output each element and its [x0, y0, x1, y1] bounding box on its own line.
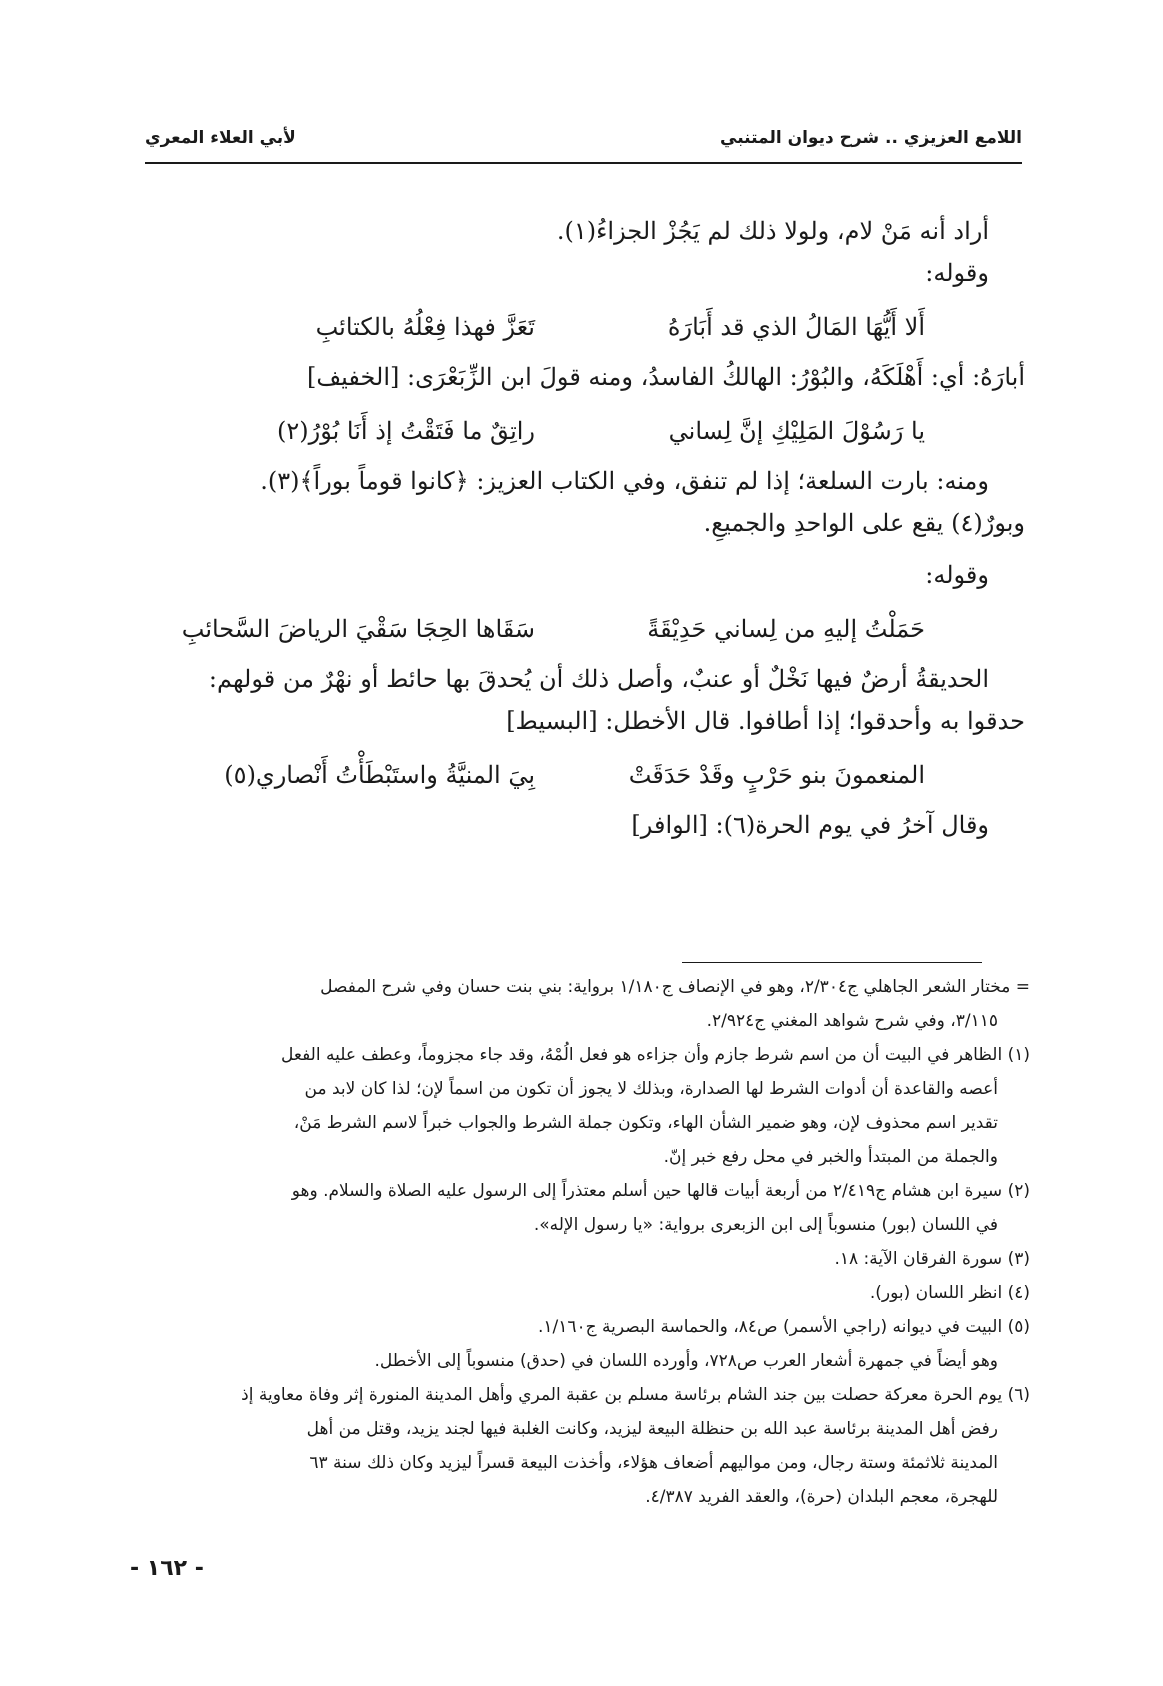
main-text [130, 210, 1025, 846]
verse-first-hemistich: أَلا أَيُّهَا المَالُ الذي قد أَبَارَهُ [667, 313, 925, 341]
footnote-line: (٦) يوم الحرة معركة حصلت بين جند الشام برئاسة مسلم بن عقبة المري وأهل المدينة المنورة إثر وفاة معاوية إذ [241, 1385, 1030, 1405]
verse-line [130, 746, 1025, 800]
footnote-line: (١) الظاهر في البيت أن من اسم شرط جازم وأن جزاءه هو فعل الُمْهُ، وقد جاء مجزوماً، وعطف عليه الفعل [281, 1045, 1030, 1065]
paragraph: أراد أنه مَنْ لام، ولولا ذلك لم يَجُزْ الجزاءُ(١). [556, 217, 989, 245]
verse-line [130, 600, 1025, 654]
footnote-line: المدينة ثلاثمئة وستة رجال، ومن مواليهم أضعاف هؤلاء، وأخذت البيعة قسراً ليزيد وكان ذلك سنة ٦٣ [309, 1453, 998, 1473]
page-number: - ١٦٢ - [130, 1556, 204, 1581]
running-header [145, 122, 1022, 156]
footnote-line: (٤) انظر اللسان (بور). [869, 1283, 1030, 1303]
paragraph: أبارَهُ: أي: أَهْلَكَهُ، والبُوْرُ: الهالكُ الفاسدُ، ومنه قولَ ابن الزِّبَعْرَى: [الخفيف] [306, 363, 1025, 391]
verse-first-hemistich: حَمَلْتُ إليهِ من لِساني حَدِيْقَةً [647, 615, 925, 643]
paragraph: وقوله: [925, 561, 989, 589]
author-name: لأبي العلاء المعري [145, 128, 296, 148]
verse-second-hemistich: راتِقٌ ما فَتَقْتُ إذ أَنَا بُوْرُ(٢) [277, 417, 535, 445]
paragraph: ومنه: بارت السلعة؛ إذا لم تنفق، وفي الكتاب العزيز: ﴿كانوا قوماً بوراً﴾(٣). [260, 467, 989, 495]
footnote-line: في اللسان (بور) منسوباً إلى ابن الزبعرى برواية: «يا رسول الإله». [533, 1215, 998, 1235]
verse-second-hemistich: بِيَ المنيَّةُ واستَبْطَأْتُ أَنْصاري(٥) [224, 761, 535, 789]
paragraph: الحديقةُ أرضٌ فيها نَخْلٌ أو عنبٌ، وأصل ذلك أن يُحدقَ بها حائط أو نهْرٌ من قولهم: [208, 665, 989, 693]
verse-second-hemistich: تَعَزَّ فهذا فِعْلُهُ بالكتائبِ [315, 313, 535, 341]
verse-first-hemistich: المنعمونَ بنو حَرْبٍ وقَدْ حَدَقَتْ [628, 761, 925, 789]
verse-second-hemistich: سَقَاها الحِجَا سَقْيَ الرياضَ السَّحائبِ [181, 615, 535, 643]
footnote-line: رفض أهل المدينة برئاسة عبد الله بن حنظلة البيعة ليزيد، وكانت الغلبة فيها لجند يزيد، وقتل من أهل [306, 1419, 998, 1439]
footnote-line: أعصه والقاعدة أن أدوات الشرط لها الصدارة، وبذلك لا يجوز أن تكون من اسماً لإن؛ لذا كان لابد من [304, 1079, 998, 1099]
verse-line [130, 298, 1025, 352]
footnote-line: = مختار الشعر الجاهلي ج٢/٣٠٤، وهو في الإنصاف ج١/١٨٠ برواية: بني بنت حسان وفي شرح المفصل [320, 977, 1030, 997]
paragraph: حدقوا به وأحدقوا؛ إذا أطافوا. قال الأخطل: [البسيط] [506, 707, 1025, 735]
footnote-line: (٢) سيرة ابن هشام ج٢/٤١٩ من أربعة أبيات قالها حين أسلم معتذراً إلى الرسول عليه الصلاة والسلام. وهو [291, 1181, 1030, 1201]
paragraph: وبورٌ(٤) يقع على الواحدِ والجميعِ. [703, 509, 1025, 537]
spacer [130, 544, 1025, 554]
footnotes [140, 970, 1030, 1514]
footnote-line: تقدير اسم محذوف لإن، وهو ضمير الشأن الهاء، وتكون جملة الشرط والجواب خبراً لاسم الشرط مَنْ، [293, 1113, 998, 1133]
footnote-line: والجملة من المبتدأ والخبر في محل رفع خبر إنّ. [663, 1147, 998, 1167]
paragraph: وقوله: [925, 259, 989, 287]
verse-first-hemistich: يا رَسُوْلَ المَلِيْكِ إنَّ لِساني [668, 417, 925, 445]
verse-line [130, 402, 1025, 456]
footnote-line: للهجرة، معجم البلدان (حرة)، والعقد الفريد ٤/٣٨٧. [645, 1487, 998, 1507]
paragraph: وقال آخرُ في يوم الحرة(٦): [الوافر] [631, 811, 989, 839]
footnote-line: (٥) البيت في ديوانه (راجي الأسمر) ص٨٤، والحماسة البصرية ج١/١٦٠. [537, 1317, 1030, 1337]
header-rule [145, 162, 1022, 164]
footnote-line: ٣/١١٥، وفي شرح شواهد المغني ج٢/٩٢٤. [706, 1011, 998, 1031]
book-title: اللامع العزيزي .. شرح ديوان المتنبي [720, 128, 1022, 148]
footnote-line: وهو أيضاً في جمهرة أشعار العرب ص٧٢٨، وأورده اللسان في (حدق) منسوباً إلى الأخطل. [374, 1351, 998, 1371]
footnote-line: (٣) سورة الفرقان الآية: ١٨. [834, 1249, 1030, 1269]
footnote-rule [682, 962, 982, 963]
